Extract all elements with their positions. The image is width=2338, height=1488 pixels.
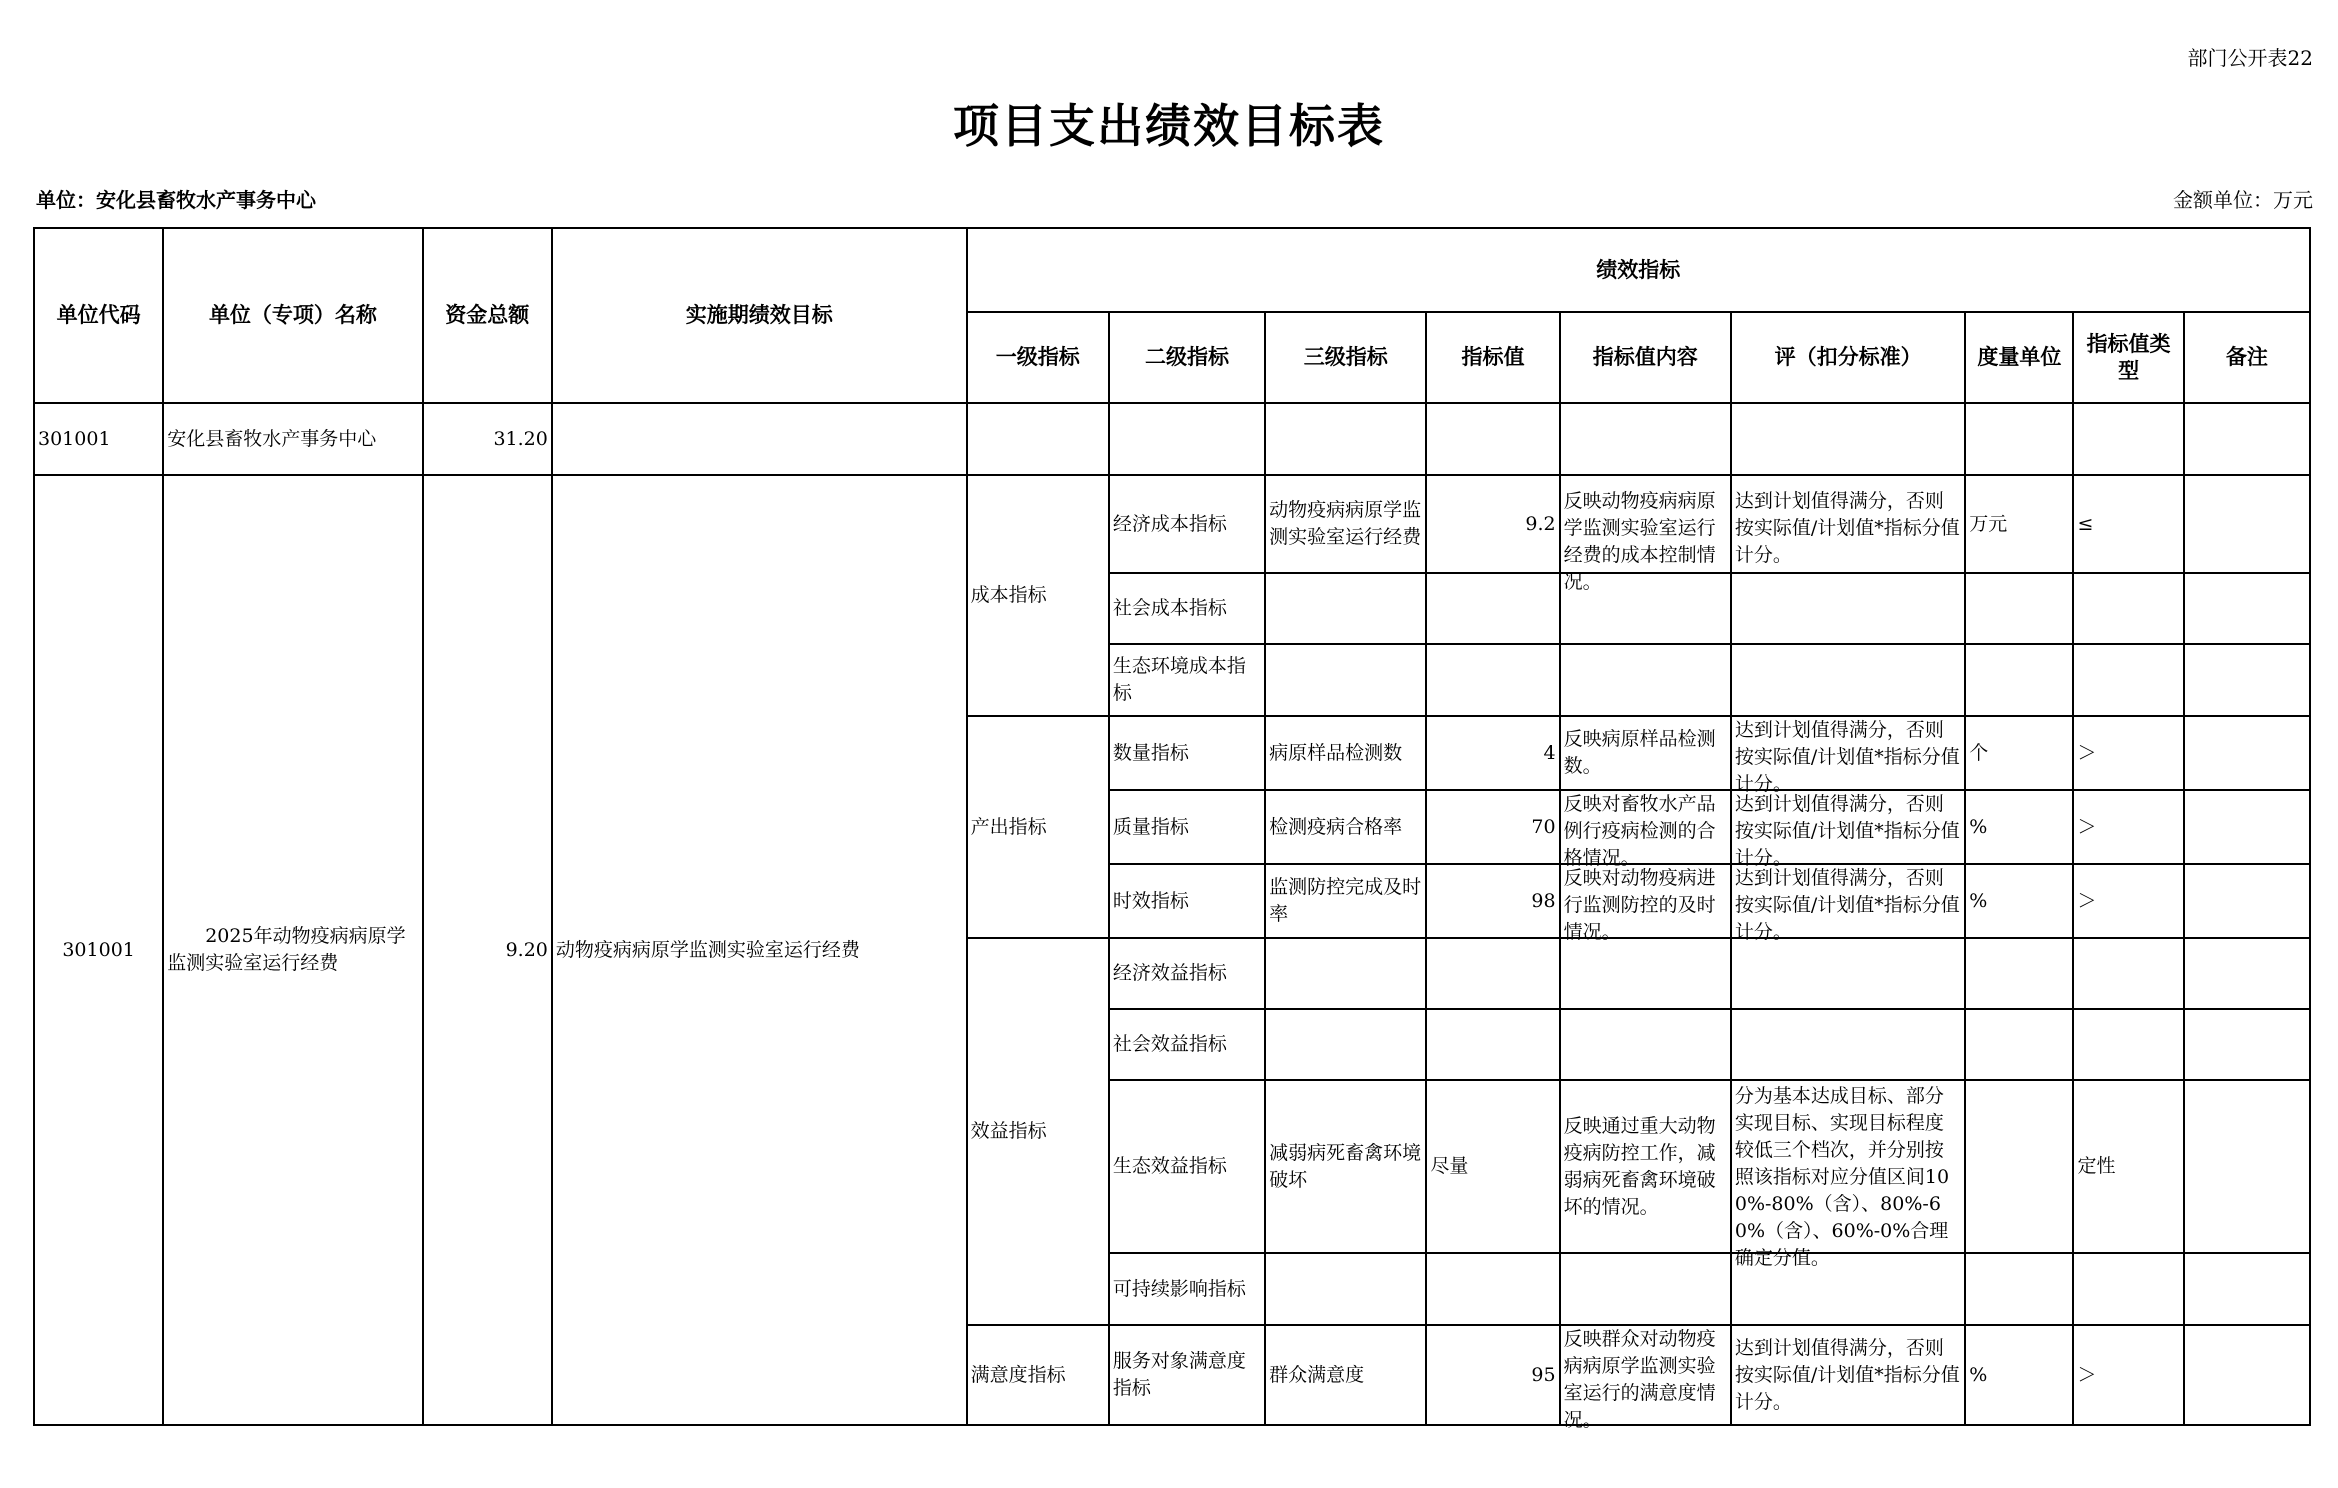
row-remark xyxy=(2184,1009,2310,1080)
row-level3: 群众满意度 xyxy=(1265,1325,1426,1425)
row-value xyxy=(1426,938,1559,1009)
row-value: 4 xyxy=(1426,716,1559,790)
row-criteria-text: 达到计划值得满分，否则按实际值/计划值*指标分值计分。 xyxy=(1734,1336,1960,1413)
row-criteria xyxy=(1731,475,1965,573)
row-value: 95 xyxy=(1426,1325,1559,1425)
row-remark xyxy=(2184,716,2310,790)
row-value-type xyxy=(2073,1253,2183,1325)
row-level2: 可持续影响指标 xyxy=(1109,1253,1265,1325)
header-value-type: 指标值类型 xyxy=(2073,312,2183,403)
row-value-type xyxy=(2073,938,2183,1009)
row-value-type xyxy=(2073,644,2183,716)
row-value-type: ＞ xyxy=(2073,716,2183,790)
group-cost: 成本指标 xyxy=(967,475,1109,716)
header-performance: 绩效指标 xyxy=(967,228,2310,312)
page-tag: 部门公开表22 xyxy=(2187,46,2313,70)
group-satisfaction: 满意度指标 xyxy=(967,1325,1109,1425)
row-level2: 社会成本指标 xyxy=(1109,573,1265,644)
row-measure xyxy=(1965,644,2073,716)
row-level2: 服务对象满意度指标 xyxy=(1109,1325,1265,1425)
row-content-text: 反映对畜牧水产品例行疫病检测的合格情况。 xyxy=(1563,793,1716,869)
header-measure: 度量单位 xyxy=(1965,312,2073,403)
row-remark xyxy=(2184,864,2310,938)
row-remark xyxy=(2184,790,2310,864)
row-content xyxy=(1560,1325,1731,1431)
row-measure: 个 xyxy=(1965,716,2073,790)
header-remark: 备注 xyxy=(2184,312,2310,403)
header-total: 资金总额 xyxy=(423,228,552,403)
row-level3: 病原样品检测数 xyxy=(1265,716,1426,790)
row-criteria-text: 达到计划值得满分，否则按实际值/计划值*指标分值计分。 xyxy=(1734,793,1960,869)
row-remark xyxy=(2184,573,2310,644)
row-measure: % xyxy=(1965,864,2073,938)
row-remark xyxy=(2184,1080,2310,1253)
row-value xyxy=(1426,1253,1559,1325)
project-total: 9.20 xyxy=(423,475,552,1425)
row-level2: 生态效益指标 xyxy=(1109,1080,1265,1253)
row-measure xyxy=(1965,1080,2073,1253)
row-level2: 经济成本指标 xyxy=(1109,475,1265,573)
row-measure: % xyxy=(1965,790,2073,864)
row-content-text: 反映病原样品检测数。 xyxy=(1563,728,1716,777)
row-measure: % xyxy=(1965,1325,2073,1425)
row-value: 9.2 xyxy=(1426,475,1559,573)
row-remark xyxy=(2184,938,2310,1009)
row-content xyxy=(1560,864,1731,943)
summary-name: 安化县畜牧水产事务中心 xyxy=(163,403,422,475)
row-level3: 减弱病死畜禽环境破坏 xyxy=(1265,1080,1426,1253)
row-level2: 生态环境成本指标 xyxy=(1109,644,1265,716)
row-value xyxy=(1426,644,1559,716)
header-level2: 二级指标 xyxy=(1109,312,1265,403)
row-value-type: ＞ xyxy=(2073,1325,2183,1425)
row-content-text: 反映对动物疫病进行监测防控的及时情况。 xyxy=(1563,867,1716,943)
row-level3 xyxy=(1265,1253,1426,1325)
project-name: 2025年动物疫病病原学监测实验室运行经费 xyxy=(163,475,422,1425)
header-criteria: 评（扣分标准） xyxy=(1731,312,1965,403)
row-measure xyxy=(1965,938,2073,1009)
row-content xyxy=(1560,1253,1731,1325)
header-level3: 三级指标 xyxy=(1265,312,1426,403)
row-value: 尽量 xyxy=(1426,1080,1559,1253)
summary-row xyxy=(34,403,2310,475)
summary-total: 31.20 xyxy=(423,403,552,475)
row-measure: 万元 xyxy=(1965,475,2073,573)
unit-label: 单位：安化县畜牧水产事务中心 xyxy=(36,188,316,212)
row-criteria xyxy=(1731,1080,1965,1269)
header-name: 单位（专项）名称 xyxy=(163,228,422,403)
row-level3 xyxy=(1265,573,1426,644)
page-title: 项目支出绩效目标表 xyxy=(953,99,1385,153)
row-criteria xyxy=(1731,790,1965,869)
row-criteria-text: 达到计划值得满分，否则按实际值/计划值*指标分值计分。 xyxy=(1734,867,1960,943)
row-remark xyxy=(2184,644,2310,716)
row-content xyxy=(1560,1009,1731,1080)
row-criteria-text: 分为基本达成目标、部分实现目标、实现目标程度较低三个档次，并分别按照该指标对应分值区间100%-80%（含）、80%-60%（含）、60%-0%合理确定分值。 xyxy=(1734,1084,1950,1269)
row-criteria xyxy=(1731,864,1965,943)
row-remark xyxy=(2184,1253,2310,1325)
row-measure xyxy=(1965,1253,2073,1325)
row-criteria xyxy=(1731,644,1965,716)
row-level3 xyxy=(1265,644,1426,716)
row-criteria xyxy=(1731,938,1965,1009)
row-value-type: 定性 xyxy=(2073,1080,2183,1253)
row-measure xyxy=(1965,573,2073,644)
row-level2: 质量指标 xyxy=(1109,790,1265,864)
row-criteria-text: 达到计划值得满分，否则按实际值/计划值*指标分值计分。 xyxy=(1734,719,1960,795)
header-value: 指标值 xyxy=(1426,312,1559,403)
row-value: 98 xyxy=(1426,864,1559,938)
money-unit-label: 金额单位：万元 xyxy=(2173,188,2313,212)
group-benefit: 效益指标 xyxy=(967,938,1109,1325)
row-criteria xyxy=(1731,1325,1965,1425)
row-content xyxy=(1560,644,1731,716)
row-content xyxy=(1560,790,1731,869)
row-level2: 社会效益指标 xyxy=(1109,1009,1265,1080)
row-criteria xyxy=(1731,573,1965,644)
header-code: 单位代码 xyxy=(34,228,163,403)
row-criteria-text: 达到计划值得满分，否则按实际值/计划值*指标分值计分。 xyxy=(1734,490,1960,566)
row-criteria xyxy=(1731,1009,1965,1080)
row-level2: 时效指标 xyxy=(1109,864,1265,938)
row-level3 xyxy=(1265,938,1426,1009)
project-target: 动物疫病病原学监测实验室运行经费 xyxy=(552,475,967,1425)
row-measure xyxy=(1965,1009,2073,1080)
row-value-type: ＞ xyxy=(2073,790,2183,864)
row-level3: 检测疫病合格率 xyxy=(1265,790,1426,864)
row-level2: 数量指标 xyxy=(1109,716,1265,790)
header-target: 实施期绩效目标 xyxy=(552,228,967,403)
row-value xyxy=(1426,1009,1559,1080)
table-row xyxy=(34,475,2310,573)
row-remark xyxy=(2184,475,2310,573)
header-content: 指标值内容 xyxy=(1560,312,1731,403)
row-value-type xyxy=(2073,1009,2183,1080)
row-content xyxy=(1560,938,1731,1009)
performance-table xyxy=(33,227,2311,1431)
row-value-type: ≤ xyxy=(2073,475,2183,573)
row-content-text: 反映群众对动物疫病病原学监测实验室运行的满意度情况。 xyxy=(1563,1328,1716,1431)
summary-code: 301001 xyxy=(34,403,163,475)
row-level3: 监测防控完成及时率 xyxy=(1265,864,1426,938)
group-output: 产出指标 xyxy=(967,716,1109,938)
row-content xyxy=(1560,1080,1731,1253)
row-level3: 动物疫病病原学监测实验室运行经费 xyxy=(1265,475,1426,573)
row-level2: 经济效益指标 xyxy=(1109,938,1265,1009)
row-content-text: 反映通过重大动物疫病防控工作，减弱病死畜禽环境破坏的情况。 xyxy=(1563,1114,1716,1218)
row-value: 70 xyxy=(1426,790,1559,864)
row-content xyxy=(1560,716,1731,790)
row-criteria xyxy=(1731,716,1965,795)
project-code: 301001 xyxy=(34,475,163,1425)
row-remark xyxy=(2184,1325,2310,1425)
row-content-text: 反映动物疫病病原学监测实验室运行经费的成本控制情况。 xyxy=(1563,490,1716,593)
row-value-type xyxy=(2073,573,2183,644)
header-level1: 一级指标 xyxy=(967,312,1109,403)
row-value-type: ＞ xyxy=(2073,864,2183,938)
row-content xyxy=(1560,475,1731,593)
row-value xyxy=(1426,573,1559,644)
row-level3 xyxy=(1265,1009,1426,1080)
